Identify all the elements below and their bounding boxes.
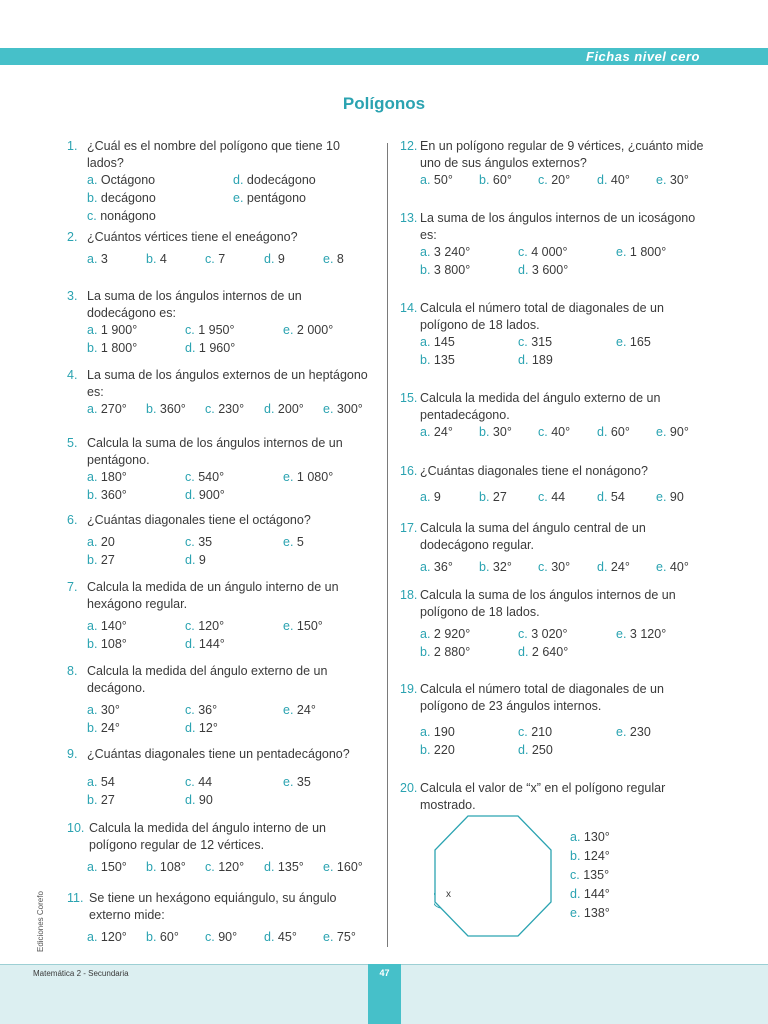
- question-text: En un polígono regular de 9 vértices, ¿cuánto mide uno de sus ángulos externos?: [420, 139, 704, 170]
- question-text: ¿Cuántas diagonales tiene el octágono?: [87, 513, 311, 527]
- question-text: La suma de los ángulos internos de un icoságono es:: [420, 211, 696, 242]
- options: a. 3 b. 4 c. 7 d. 9 e. 8: [87, 252, 344, 266]
- options: a. 30° c. 36° e. 24° b. 24° d. 12°: [87, 703, 316, 735]
- option-value: nonágono: [100, 209, 156, 223]
- question-text: Calcula la suma de los ángulos internos de un pentágono.: [87, 436, 343, 467]
- option-value: pentágono: [246, 191, 307, 205]
- question-13: 13. La suma de los ángulos internos de un icoságono es: a. 3 240° c. 4 000° e. 1 800° b. 3 800° d. 3 600°: [400, 210, 705, 280]
- question-text: ¿Cuántos vértices tiene el eneágono?: [87, 230, 298, 244]
- octagon-figure: [434, 815, 552, 937]
- question-14: 14. Calcula el número total de diagonales de un polígono de 18 lados. a. 145 c. 315 e. 165 b. 135 d. 189: [400, 300, 705, 370]
- question-8: 8. Calcula la medida del ángulo externo de un decágono. a. 30° c. 36° e. 24° b. 24° d. 12°: [67, 663, 372, 738]
- section-title: Fichas nivel cero: [586, 49, 700, 64]
- options: a. 180° c. 540° e. 1 080° b. 360° d. 900°: [87, 470, 334, 502]
- options: a. 270° b. 360° c. 230° d. 200° e. 300°: [87, 402, 363, 416]
- page-number-tab: [368, 964, 401, 1024]
- question-text: Calcula la medida del ángulo interno de un polígono regular de 12 vértices.: [89, 821, 326, 852]
- option-value: decágono: [100, 191, 156, 205]
- options: a. 120° b. 60° c. 90° d. 45° e. 75°: [87, 930, 356, 944]
- options: a. 190 c. 210 e. 230 b. 220 d. 250: [420, 725, 651, 757]
- question-text: La suma de los ángulos externos de un heptágono es:: [87, 368, 368, 399]
- options: a. 2 920° c. 3 020° e. 3 120° b. 2 880° d. 2 640°: [420, 627, 667, 659]
- question-2: 2. ¿Cuántos vértices tiene el eneágono? a. 3 b. 4 c. 7 d. 9 e. 8: [67, 229, 372, 269]
- question-5: 5. Calcula la suma de los ángulos internos de un pentágono. a. 180° c. 540° e. 1 080° b. 360° d. 900°: [67, 435, 372, 505]
- question-text: Calcula la medida del ángulo externo de un decágono.: [87, 664, 328, 695]
- question-18: 18. Calcula la suma de los ángulos internos de un polígono de 18 lados. a. 2 920° c. 3 020° e. 3 120° b. 2 880° d. 2 640°: [400, 587, 705, 662]
- options: a. 54 c. 44 e. 35 b. 27 d. 90: [87, 775, 311, 807]
- footer-course: Matemática 2 - Secundaria: [33, 969, 129, 978]
- options: a. 20 c. 35 e. 5 b. 27 d. 9: [87, 535, 304, 567]
- question-6: 6. ¿Cuántas diagonales tiene el octágono? a. 20 c. 35 e. 5 b. 27 d. 9: [67, 512, 372, 570]
- question-text: Calcula la suma de los ángulos internos de un polígono de 18 lados.: [420, 588, 676, 619]
- question-7: 7. Calcula la medida de un ángulo interno de un hexágono regular. a. 140° c. 120° e. 150° b. 108° d. 144°: [67, 579, 372, 654]
- question-text: Se tiene un hexágono equiángulo, su ángulo externo mide:: [89, 891, 337, 922]
- question-text: Calcula el número total de diagonales de un polígono de 23 ángulos internos.: [420, 682, 664, 713]
- question-11: 11. Se tiene un hexágono equiángulo, su ángulo externo mide: a. 120° b. 60° c. 90° d. 45° e. 75°: [67, 890, 372, 947]
- question-text: La suma de los ángulos internos de un dodecágono es:: [87, 289, 302, 320]
- question-text: ¿Cuántas diagonales tiene el nonágono?: [420, 464, 648, 478]
- question-text: Calcula el valor de “x” en el polígono regular mostrado.: [420, 781, 666, 812]
- question-text: ¿Cuál es el nombre del polígono que tiene 10 lados?: [87, 139, 340, 170]
- question-text: Calcula la medida del ángulo externo de un pentadecágono.: [420, 391, 661, 422]
- publisher-label: Ediciones Corefo: [36, 891, 45, 952]
- options: a. 9 b. 27 c. 44 d. 54 e. 90: [420, 490, 684, 504]
- question-text: Calcula el número total de diagonales de un polígono de 18 lados.: [420, 301, 664, 332]
- page-number: 47: [379, 968, 390, 978]
- column-divider: [387, 143, 388, 947]
- options: a. 24° b. 30° c. 40° d. 60° e. 90°: [420, 425, 689, 439]
- header-band: [0, 48, 768, 65]
- question-19: 19. Calcula el número total de diagonales de un polígono de 23 ángulos internos. a. 190 c. 210 e. 230 b. 220 d. 250: [400, 681, 705, 760]
- question-12: 12. En un polígono regular de 9 vértices, ¿cuánto mide uno de sus ángulos externos? a. 50° b. 60° c. 20° d. 40° e. 30°: [400, 138, 705, 190]
- question-4: 4. La suma de los ángulos externos de un heptágono es: a. 270° b. 360° c. 230° d. 200° e. 300°: [67, 367, 372, 419]
- question-15: 15. Calcula la medida del ángulo externo de un pentadecágono. a. 24° b. 30° c. 40° d. 60° e. 90°: [400, 390, 705, 442]
- question-17: 17. Calcula la suma del ángulo central de un dodecágono regular. a. 36° b. 32° c. 30° d. 24° e. 40°: [400, 520, 705, 577]
- options: a. 36° b. 32° c. 30° d. 24° e. 40°: [420, 560, 689, 574]
- figure-label-x: x: [446, 889, 451, 900]
- question-10: 10. Calcula la medida del ángulo interno de un polígono regular de 12 vértices. a. 150° b. 108° c. 120° d. 135° e. 160°: [67, 820, 372, 877]
- question-text: Calcula la medida de un ángulo interno de un hexágono regular.: [87, 580, 339, 611]
- octagon-shape: [435, 816, 551, 936]
- question-20-options: a. 130° b. 124° c. 135° d. 144° e. 138°: [570, 830, 610, 920]
- question-text: ¿Cuántas diagonales tiene un pentadecágono?: [87, 747, 350, 761]
- question-text: Calcula la suma del ángulo central de un dodecágono regular.: [420, 521, 646, 552]
- options: a. 150° b. 108° c. 120° d. 135° e. 160°: [87, 860, 363, 874]
- options: a. 140° c. 120° e. 150° b. 108° d. 144°: [87, 619, 323, 651]
- options: a. 50° b. 60° c. 20° d. 40° e. 30°: [420, 173, 689, 187]
- options: a. 1 900° c. 1 950° e. 2 000° b. 1 800° d. 1 960°: [87, 323, 334, 355]
- question-3: 3. La suma de los ángulos internos de un dodecágono es: a. 1 900° c. 1 950° e. 2 000° b. 1 800° d. 1 960°: [67, 288, 372, 358]
- options: a. 3 240° c. 4 000° e. 1 800° b. 3 800° d. 3 600°: [420, 245, 667, 277]
- question-16: 16. ¿Cuántas diagonales tiene el nonágono? a. 9 b. 27 c. 44 d. 54 e. 90: [400, 463, 705, 507]
- option-value: dodecágono: [246, 173, 316, 187]
- options: a. Octágono d. dodecágono b. decágono e. pentágono c. nonágono: [87, 173, 316, 223]
- question-20: 20. Calcula el valor de “x” en el polígono regular mostrado.: [400, 780, 705, 814]
- question-1: 1. ¿Cuál es el nombre del polígono que tiene 10 lados? a. Octágono d. dodecágono b. decágono e. pentágono c. nonágono: [67, 138, 372, 226]
- option-value: Octágono: [100, 173, 156, 187]
- page-title: Polígonos: [342, 94, 426, 113]
- options: a. 145 c. 315 e. 165 b. 135 d. 189: [420, 335, 651, 367]
- question-9: 9. ¿Cuántas diagonales tiene un pentadecágono? a. 54 c. 44 e. 35 b. 27 d. 90: [67, 746, 372, 810]
